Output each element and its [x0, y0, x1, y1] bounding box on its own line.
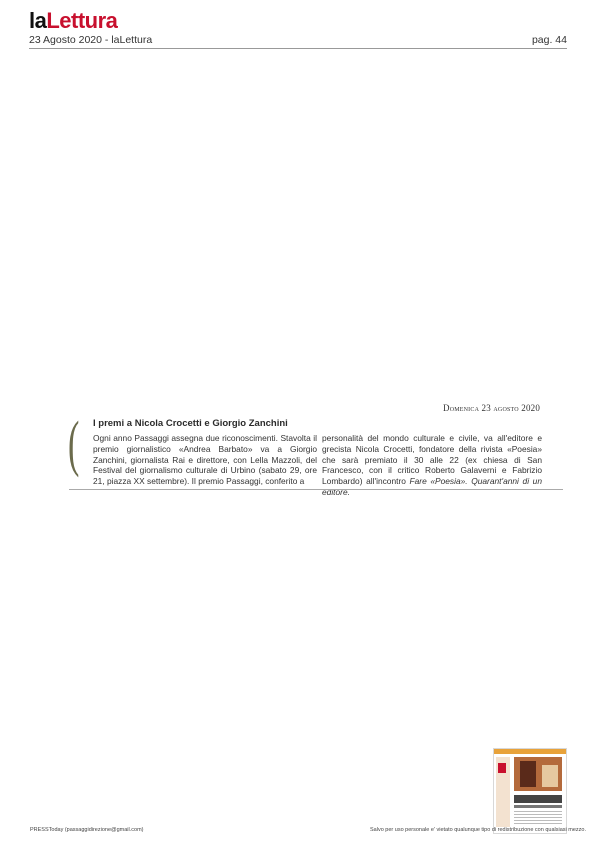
column-1-text: Ogni anno Passaggi assegna due riconoscimenti. Stavolta il premio giornalistico «Andrea Barbato» va a Giorgio Zanchini, giornalista Rai e direttore, con Lella Mazzoli, del Festival del giornalismo culturale di Urbino (sabato 29, ore 21, piazza XX settembre). Il premio Passaggi, conferito a: [93, 433, 317, 487]
footer-credit: PRESSToday (passaggidirezione@gmail.com): [30, 827, 144, 833]
article-bottom-divider: [69, 489, 563, 490]
issue-date-source: 23 Agosto 2020 - laLettura: [29, 34, 153, 46]
opening-bracket-ornament: (: [68, 410, 80, 478]
page-number: pag. 44: [531, 34, 567, 46]
article-headline: I premi a Nicola Crocetti e Giorgio Zanchini: [93, 418, 288, 429]
footer-disclaimer: Salvo per uso personale e' vietato qualunque tipo di redistribuzione con qualsiasi mezzo.: [370, 827, 586, 833]
masthead-logo: [29, 9, 117, 33]
column-2-body: personalità del mondo culturale e civile, va all'editore e grecista Nicola Crocetti, fondatore della rivista «Poesia» che sarà premiato il 30 alle 22 (ex chiesa di San Francesco, con il critico Roberto Galaverni e Fabrizio Lombardo) all'incontro: [322, 433, 542, 487]
header-divider: [29, 48, 567, 49]
event-title: Fare «Poesia». Quarant'anni di un editore.: [322, 476, 542, 497]
logo-la: la: [29, 8, 47, 33]
article-column-1: [93, 433, 317, 487]
article-dateline: Domenica 23 agosto 2020: [443, 403, 541, 413]
logo-lettura: Lettura: [46, 8, 118, 33]
page-thumbnail: [493, 748, 567, 834]
